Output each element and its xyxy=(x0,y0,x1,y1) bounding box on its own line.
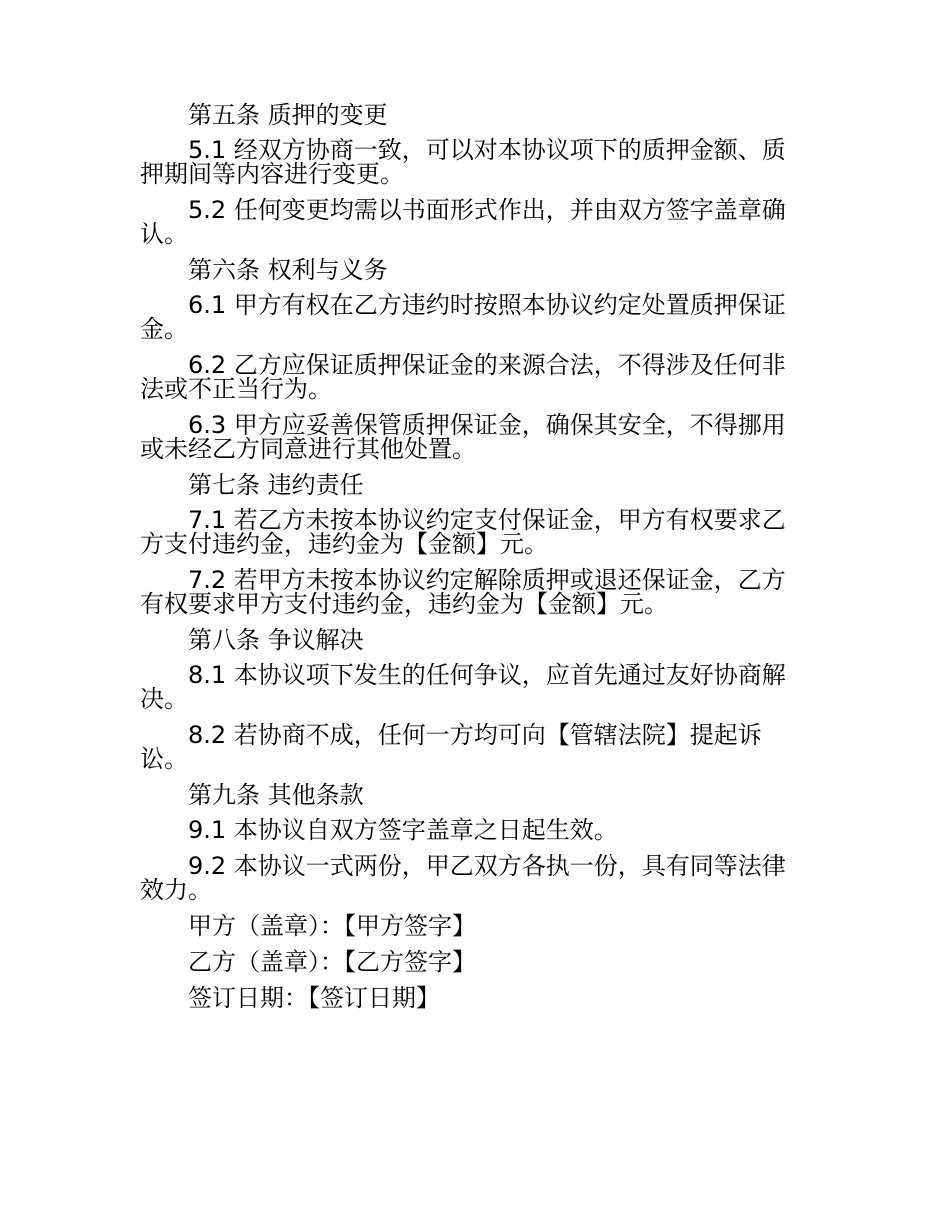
clause-7-1: 7.1 若乙方未按本协议约定支付保证金，甲方有权要求乙方支付违约金，违约金为【金额】元。 xyxy=(140,506,786,558)
clause-6-3: 6.3 甲方应妥善保管质押保证金，确保其安全，不得挪用或未经乙方同意进行其他处置。 xyxy=(140,411,786,463)
article-5-heading: 第五条 质押的变更 xyxy=(188,101,388,129)
clause-7-2: 7.2 若甲方未按本协议约定解除质押或退还保证金，乙方有权要求甲方支付违约金，违约金为【金额】元。 xyxy=(140,566,786,618)
clause-8-1: 8.1 本协议项下发生的任何争议，应首先通过友好协商解决。 xyxy=(140,661,786,713)
document-body xyxy=(140,103,802,1022)
party-a-signature-line: 甲方（盖章）：【甲方签字】 xyxy=(188,912,476,940)
article-8-heading: 第八条 争议解决 xyxy=(188,626,364,654)
clause-5-2: 5.2 任何变更均需以书面形式作出，并由双方签字盖章确认。 xyxy=(140,196,786,248)
clause-5-1: 5.1 经双方协商一致，可以对本协议项下的质押金额、质押期间等内容进行变更。 xyxy=(140,136,786,188)
signing-date-line: 签订日期：【签订日期】 xyxy=(188,984,440,1012)
party-b-signature-line: 乙方（盖章）：【乙方签字】 xyxy=(188,948,476,976)
article-9-heading: 第九条 其他条款 xyxy=(188,781,364,809)
clause-8-2: 8.2 若协商不成，任何一方均可向【管辖法院】提起诉讼。 xyxy=(140,721,762,773)
clause-6-1: 6.1 甲方有权在乙方违约时按照本协议约定处置质押保证金。 xyxy=(140,291,786,343)
clause-9-2: 9.2 本协议一式两份，甲乙双方各执一份，具有同等法律效力。 xyxy=(140,852,786,904)
article-6-heading: 第六条 权利与义务 xyxy=(188,256,388,284)
clause-9-1: 9.1 本协议自双方签字盖章之日起生效。 xyxy=(188,816,618,844)
clause-6-2: 6.2 乙方应保证质押保证金的来源合法，不得涉及任何非法或不正当行为。 xyxy=(140,351,786,403)
article-7-heading: 第七条 违约责任 xyxy=(188,471,364,499)
